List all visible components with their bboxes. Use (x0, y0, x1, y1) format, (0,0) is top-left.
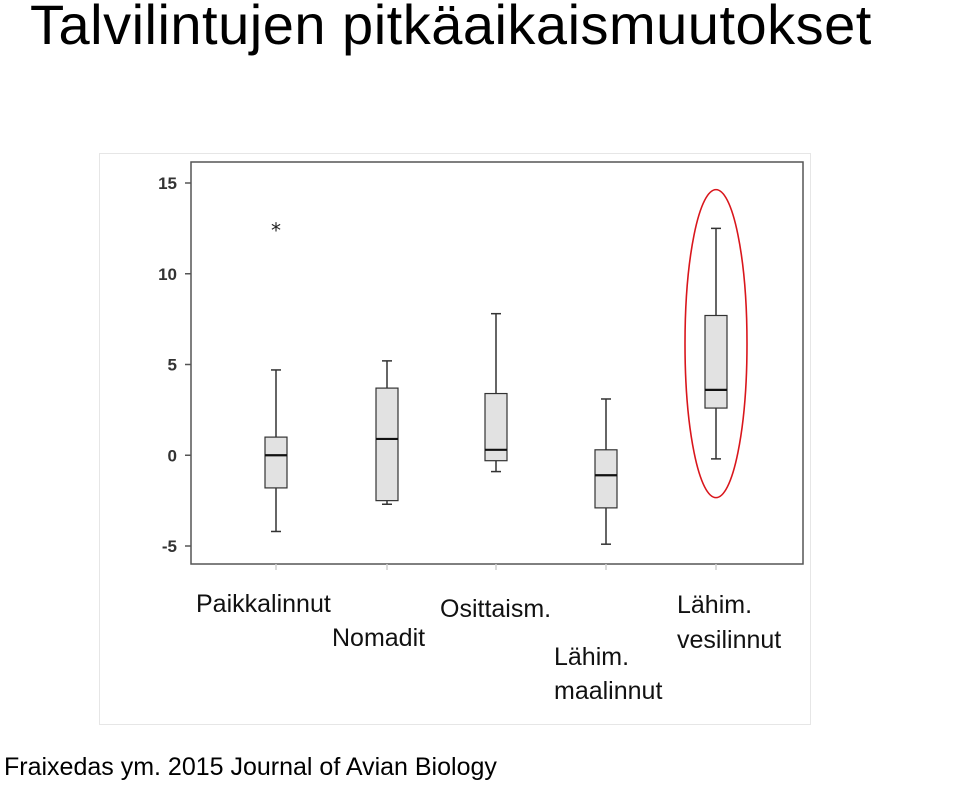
y-tick-label: 15 (158, 174, 177, 193)
group-label-paikkalinnut (196, 590, 331, 619)
group-label-line: Lähim. (554, 643, 630, 671)
box-iqr (595, 450, 617, 508)
y-tick-label: -5 (161, 537, 177, 556)
outlier-marker: * (271, 218, 281, 243)
box-iqr (265, 437, 287, 488)
box-iqr (705, 315, 727, 408)
group-label-line: Paikkalinnut (196, 590, 331, 618)
group-label-line: Osittaism. (440, 595, 552, 623)
group-label-line: Lähim. (677, 591, 753, 619)
group-label-line: maalinnut (554, 677, 663, 705)
citation: Fraixedas ym. 2015 Journal of Avian Biology (4, 753, 497, 781)
chart-panel (100, 154, 810, 724)
group-label-line: Nomadit (332, 624, 426, 652)
y-tick-label: 5 (167, 355, 177, 375)
group-label-osittaism (440, 595, 551, 624)
y-tick-label: 10 (158, 264, 177, 284)
group-label-lahim-maalinnut (554, 640, 662, 708)
group-label-nomadit (332, 624, 425, 653)
box-iqr (376, 388, 398, 501)
group-label-lahim-vesilinnut (677, 588, 781, 658)
slide-title: Talvilintujen pitkäaikaismuutokset (30, 0, 872, 56)
group-label-line: vesilinnut (677, 626, 782, 654)
y-tick-label: 0 (167, 446, 177, 466)
